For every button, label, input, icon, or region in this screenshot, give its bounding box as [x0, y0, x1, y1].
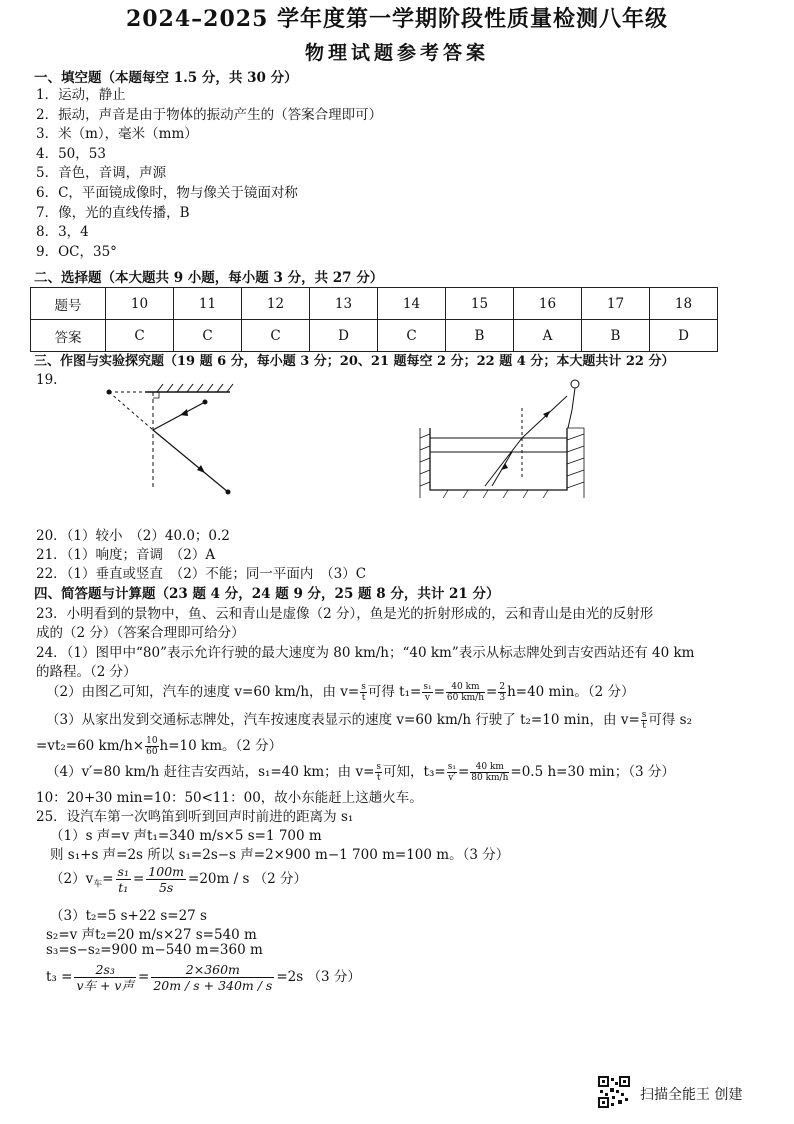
fraction: $\frac{\text{s₁}}{v'}$ — [447, 762, 456, 783]
table-row — [31, 288, 718, 320]
section-heading-calculation: 四、简答题与计算题（23 题 4 分，24 题 9 分，25 题 8 分，共计 21 分） — [34, 586, 500, 602]
refracted-ray — [522, 396, 567, 438]
answer-23-line2: 成的（2 分）（答案合理即可给分） — [36, 625, 245, 641]
fraction: 2s₃ v车 + v声 — [76, 962, 134, 993]
page-title: 2024–2025 学年度第一学期阶段性质量检测八年级 — [125, 6, 669, 32]
answer-24-3: （3）从家出发到交通标志牌处，汽车按速度表显示的速度 v=60 km/h 行驶了 t₂=10 min，由 v= $\frac{s}{t}$ 可得 s₂ — [46, 710, 693, 731]
list-item: 6．C，平面镜成像时，物与像关于镜面对称 — [36, 184, 298, 201]
answer-24-4: （4）v′=80 km/h 赶往吉安西站，s₁=40 km；由 v= $\frac{s}{t}$ 可知，t₃= $\frac{\text{s₁}}{v'}$ = $\frac{40 km}{80 km/h}$ =0.5 h=30 min；（3 分） — [46, 762, 675, 783]
mirror-hatching — [157, 384, 233, 392]
incident-ray — [153, 402, 205, 430]
fraction: $\frac{\text{s₁}}{v}$ — [423, 682, 432, 703]
table-cell: B — [446, 320, 514, 352]
qr-code-icon — [598, 1076, 630, 1108]
answer-25-1b: 则 s₁+s 声=2s 所以 s₁=2s−s 声=2×900 m−1 700 m=100 m。（3 分） — [50, 847, 510, 863]
fraction: $\frac{40 km}{60 km/h}$ — [446, 682, 485, 703]
table-cell: B — [582, 320, 650, 352]
answer-24-2: （2）由图乙可知，汽车的速度 v=60 km/h，由 v= $\frac{s}{t}$ 可得 t₁= $\frac{\text{s₁}}{v}$ = $\frac{40 km}{60 km/h}$ = $\frac{2}{3}$ h=40 min。（2 分） — [46, 682, 635, 703]
fraction: $\frac{s}{t}$ — [361, 682, 366, 703]
fraction: $\frac{10}{60}$ — [146, 736, 158, 757]
image-point-icon — [107, 390, 112, 395]
table-cell: 14 — [378, 288, 446, 320]
table-cell: 答案 — [31, 320, 106, 352]
list-item: 7．像，光的直线传播，B — [36, 204, 190, 221]
section-heading-fill-in: 一、填空题（本题每空 1.5 分，共 30 分） — [34, 70, 298, 86]
right-angle-mark — [153, 392, 159, 398]
list-item: 9．OC，35° — [36, 243, 117, 260]
table-cell: C — [242, 320, 310, 352]
fraction: $\frac{40 km}{80 km/h}$ — [471, 762, 509, 783]
extended-ray — [109, 392, 153, 430]
table-cell: 15 — [446, 288, 514, 320]
answer-23-line1: 23．小明看到的景物中，鱼、云和青山是虚像（2 分），鱼是光的折射形成的，云和青山是由光的反射形 — [36, 606, 654, 622]
table-row — [31, 320, 718, 352]
source-point-icon — [203, 400, 208, 405]
question-number-19: 19. — [36, 372, 58, 388]
fraction: $\frac{s}{t}$ — [376, 762, 382, 783]
table-cell: 题号 — [31, 288, 106, 320]
list-item: 8．3，4 — [36, 224, 89, 241]
list-item: 3．米（m），毫米（mm） — [36, 126, 198, 143]
list-item: 4．50，53 — [36, 145, 106, 162]
observer-body-icon — [568, 388, 575, 428]
table-cell: C — [174, 320, 242, 352]
fraction: $\frac{s}{t}$ — [641, 710, 647, 731]
answer-25-3b: s₂=v 声t₂=20 m/s×27 s=540 m — [46, 927, 257, 943]
fraction: $\frac{2}{3}$ — [499, 682, 506, 703]
list-item: 5．音色，音调，声源 — [36, 165, 167, 182]
answer-24-5: 10：20+30 min=10：50<11：00，故小东能赶上这趟火车。 — [36, 790, 423, 806]
table-cell: 16 — [514, 288, 582, 320]
answer-24-2-text: （2）由图乙可知，汽车的速度 v=60 km/h，由 v= — [46, 684, 360, 700]
table-cell: 13 — [310, 288, 378, 320]
answer-24-1-line2: 的路程。（2 分） — [36, 664, 137, 680]
table-cell: 11 — [174, 288, 242, 320]
answer-21: 21．（1）响度；音调 （2）A — [36, 547, 216, 563]
answer-22: 22．（1）垂直或竖直 （2）不能；同一平面内 （3）C — [36, 566, 367, 582]
section-heading-choice: 二、选择题（本大题共 9 小题，每小题 3 分，共 27 分） — [34, 270, 384, 286]
answer-20: 20．（1）较小 （2）40.0；0.2 — [36, 528, 230, 544]
pool-refraction-figure — [392, 378, 592, 498]
answer-25-1a: （1）s 声=v 声t₁=340 m/s×5 s=1 700 m — [50, 828, 322, 844]
answer-25-2: $(2)v_车=$ $\frac{\text{s₁}}{\text{t₁}}$ = $\frac{100m}{5s}$ =20m / s （2 分） — [50, 864, 308, 895]
pool-hatching — [420, 434, 584, 498]
reflected-ray — [153, 430, 228, 492]
pool-outline — [430, 428, 567, 490]
fraction: $\frac{\text{s₁}}{\text{t₁}}$ — [117, 864, 129, 895]
answer-25-3d: t₃ = 2s₃ v车 + v声 = $\frac{2\times 360m}{20m / s + 340m / s}$ =2s （3 分） — [46, 962, 361, 993]
answer-25-3a: （3）t₂=5 s+22 s=27 s — [50, 908, 207, 924]
scanner-brand-text: 扫描全能王 创建 — [640, 1087, 743, 1103]
table-cell: 10 — [106, 288, 174, 320]
arrow-icon — [180, 409, 188, 416]
answer-25-3c: s₃=s−s₂=900 m−540 m=360 m — [46, 942, 263, 958]
answer-24-1-line1: 24．（1）图甲中“80”表示允许行驶的最大速度为 80 km/h；“40 km”表示从标志牌处到吉安西站还有 40 km — [36, 645, 695, 661]
arrow-icon — [197, 465, 205, 473]
table-cell: C — [378, 320, 446, 352]
list-item: 1．运动，静止 — [36, 87, 126, 103]
table-cell: A — [514, 320, 582, 352]
section-heading-experiment: 三、作图与实验探究题（19 题 6 分，每小题 3 分；20、21 题每空 2 分；22 题 4 分；本大题共计 22 分） — [34, 354, 675, 369]
answer-25-intro: 25．设汽车第一次鸣笛到听到回声时前进的距离为 s₁ — [36, 809, 354, 825]
answer-table — [30, 287, 718, 352]
mirror-reflection-figure — [95, 372, 245, 512]
target-point-icon — [226, 490, 231, 495]
answer-24-3-cont: =vt₂=60 km/h× $\frac{10}{60}$ h=10 km。（2 分） — [36, 736, 283, 757]
observer-head-icon — [571, 380, 579, 388]
table-cell: D — [310, 320, 378, 352]
table-cell: C — [106, 320, 174, 352]
table-cell: D — [650, 320, 718, 352]
ray-to-p — [485, 438, 522, 486]
table-cell: 17 — [582, 288, 650, 320]
list-item: 2．振动，声音是由于物体的振动产生的（答案合理即可） — [36, 106, 383, 123]
table-cell: 18 — [650, 288, 718, 320]
fill-in-answers — [36, 86, 382, 262]
table-cell: 12 — [242, 288, 310, 320]
fraction: $\frac{100m}{5s}$ — [148, 864, 185, 895]
page-subtitle: 物理试题参考答案 — [304, 42, 489, 64]
fraction: $\frac{2\times 360m}{20m / s + 340m / s}$ — [153, 962, 273, 993]
